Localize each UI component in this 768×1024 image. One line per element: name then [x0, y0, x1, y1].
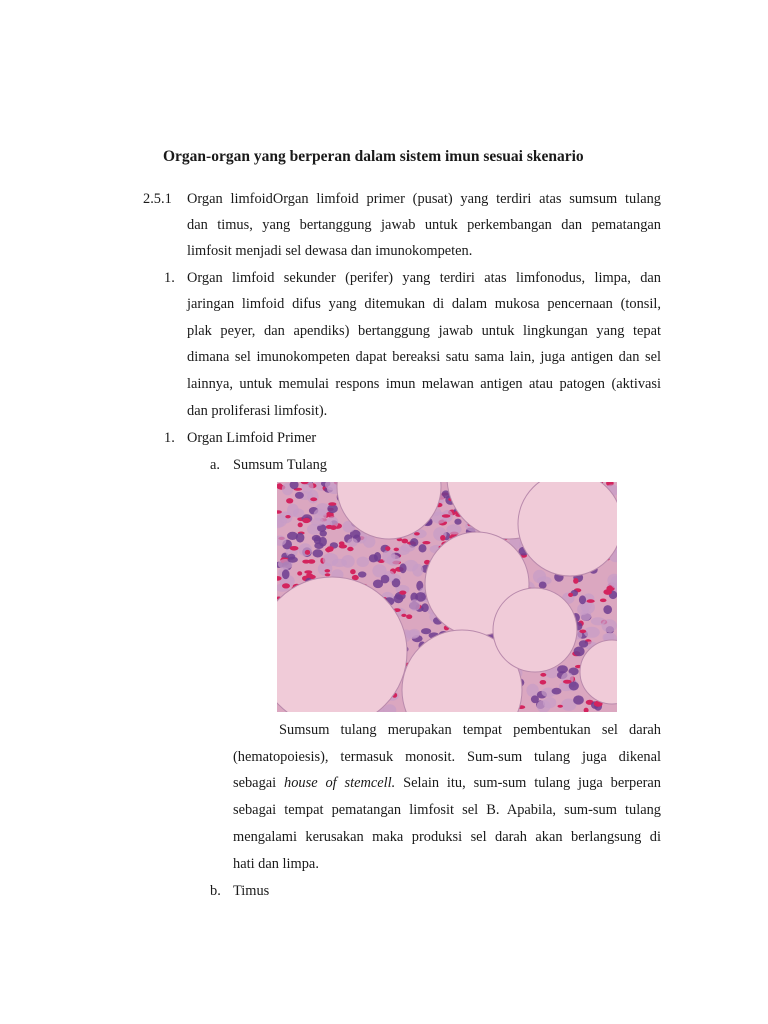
list-item-line: dan proliferasi limfosit). — [187, 403, 328, 419]
paragraph-line: (hematopoiesis), termasuk monosit. Sum-sum tulang juga dikenal — [233, 749, 661, 765]
bone-marrow-micrograph — [277, 482, 617, 712]
sub-letter: a. — [210, 457, 220, 473]
intro-line: Organ limfoidOrgan limfoid primer (pusat) yang terdiri atas sumsum tulang — [187, 191, 661, 207]
list-number: 1. — [164, 270, 175, 286]
list-item-line: lainnya, untuk memulai respons imun melawan antigen atau patogen (aktivasi — [187, 376, 661, 392]
intro-line: limfosit menjadi sel dewasa dan imunokompeten. — [187, 243, 473, 259]
emphasis-house-of-stemcell: house of stemcell. — [284, 775, 396, 791]
list-item-line: Organ limfoid sekunder (perifer) yang terdiri atas limfonodus, limpa, dan — [187, 270, 661, 286]
sub-letter: b. — [210, 883, 221, 899]
paragraph-line: sebagai house of stemcell. Selain itu, sum-sum tulang juga berperan — [233, 775, 661, 791]
heading-primary-organ: Organ Limfoid Primer — [187, 430, 317, 446]
subheading-thymus: Timus — [233, 883, 270, 899]
subheading-bone-marrow: Sumsum Tulang — [233, 457, 327, 473]
document-title: Organ-organ yang berperan dalam sistem imun sesuai skenario — [163, 148, 584, 165]
section-number: 2.5.1 — [143, 191, 172, 207]
list-item-line: plak peyer, dan apendiks) bertanggung jawab untuk lingkungan yang tepat — [187, 323, 661, 339]
paragraph-line: sebagai tempat pematangan limfosit sel B. Apabila, sum-sum tulang — [233, 802, 661, 818]
list-item-line: jaringan limfoid difus yang ditemukan di dalam mukosa pencernaan (tonsil, — [187, 296, 661, 312]
paragraph-line: Sumsum tulang merupakan tempat pembentukan sel darah — [279, 722, 661, 738]
list-number: 1. — [164, 430, 175, 446]
paragraph-line: mengalami kerusakan maka produksi sel darah akan berlangsung di — [233, 829, 661, 845]
list-item-line: dimana sel imunokompeten dapat bereaksi satu sama lain, juga antigen dan sel — [187, 349, 661, 365]
intro-line: dan timus, yang bertanggung jawab untuk perkembangan dan pematangan — [187, 217, 661, 233]
paragraph-line: hati dan limpa. — [233, 856, 319, 872]
